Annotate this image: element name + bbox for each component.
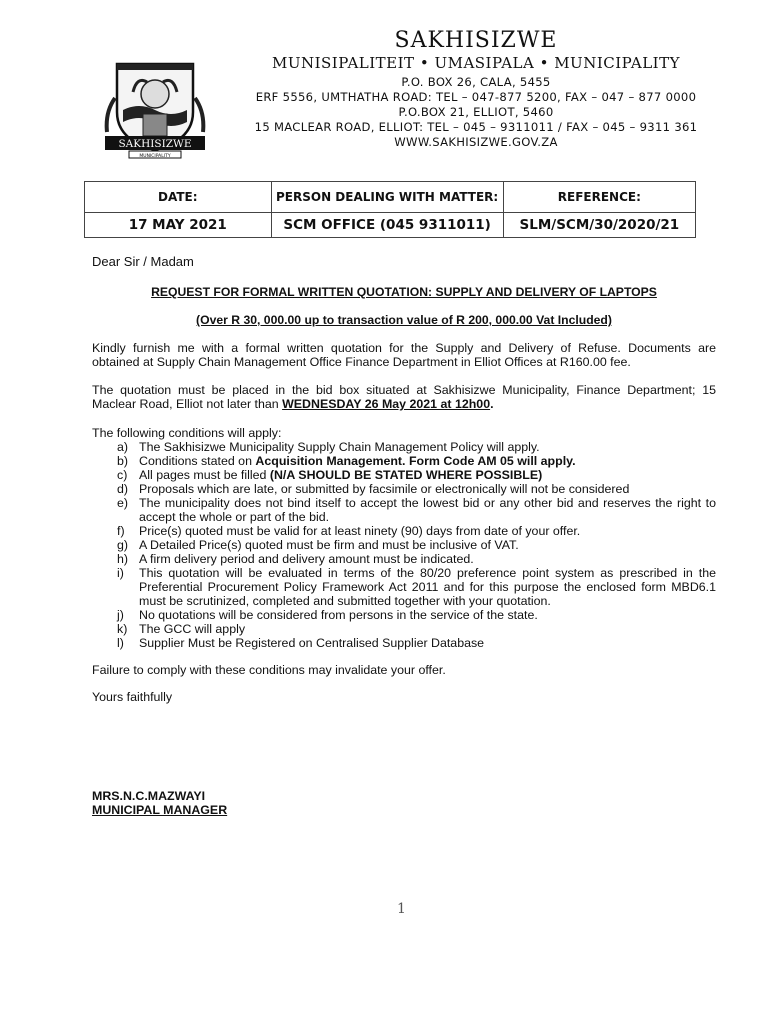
list-item: c) All pages must be filled (N/A SHOULD BE STATED WHERE POSSIBLE) — [117, 468, 543, 482]
page-number: 1 — [397, 901, 406, 917]
list-item: e) The municipality does not bind itself to accept the lowest bid or any other bid and reserves the right to accept the whole or part of the bid. — [117, 496, 716, 524]
date-header: DATE: — [85, 182, 272, 213]
letter-subtitle: (Over R 30, 000.00 up to transaction value of R 200, 000.00 Vat Included) — [196, 313, 612, 327]
list-item: b) Conditions stated on Acquisition Management. Form Code AM 05 will apply. — [117, 454, 576, 468]
address-line: ERF 5556, UMTHATHA ROAD: TEL – 047-877 5200, FAX – 047 – 877 0000 — [255, 90, 697, 104]
paragraph-line: Maclear Road, Elliot not later than WEDNESDAY 26 May 2021 at 12h00. — [92, 397, 494, 411]
website-line: WWW.SAKHISIZWE.GOV.ZA — [394, 135, 558, 146]
salutation: Dear Sir / Madam — [92, 254, 194, 269]
signatory-title: MUNICIPAL MANAGER — [92, 803, 228, 817]
list-item: h) A firm delivery period and delivery amount must be indicated. — [117, 552, 474, 566]
reference-value: SLM/SCM/30/2020/21 — [503, 213, 695, 238]
letter-title: REQUEST FOR FORMAL WRITTEN QUOTATION: SUPPLY AND DELIVERY OF LAPTOPS — [151, 285, 657, 299]
list-item: g) A Detailed Price(s) quoted must be firm and must be inclusive of VAT. — [117, 538, 519, 552]
address-line: 15 MACLEAR ROAD, ELLIOT: TEL – 045 – 9311011 / FAX – 045 – 9311 361 — [254, 120, 698, 134]
person-dealing-value: SCM OFFICE (045 9311011) — [271, 213, 503, 238]
svg-text:SAKHISIZWE: SAKHISIZWE — [118, 138, 192, 150]
closing: Yours faithfully — [92, 690, 173, 704]
paragraph-line: Kindly furnish me with a formal written quotation for the Supply and Delivery of Refuse. Documents are — [92, 341, 716, 355]
list-item: k) The GCC will apply — [117, 622, 246, 636]
svg-text:MUNICIPALITY: MUNICIPALITY — [139, 154, 171, 159]
reference-header: REFERENCE: — [503, 182, 695, 213]
paragraph-line: obtained at Supply Chain Management Office Finance Department in Elliot Offices at R160.00 fee. — [92, 355, 631, 369]
paragraph-line: The quotation must be placed in the bid box situated at Sakhisizwe Municipality, Finance Department; 15 — [92, 383, 716, 397]
conditions-intro: The following conditions will apply: — [92, 426, 282, 440]
reference-table — [84, 181, 696, 238]
list-item: l) Supplier Must be Registered on Centralised Supplier Database — [117, 636, 485, 650]
list-item: d) Proposals which are late, or submitted by facsimile or electronically will not be considered — [117, 482, 630, 496]
person-dealing-header: PERSON DEALING WITH MATTER: — [271, 182, 503, 213]
conditions-list — [92, 426, 716, 650]
list-item: i) This quotation will be evaluated in terms of the 80/20 preference point system as prescribed in the Preferential Procurement Policy Framework Act 2011 and for this purpose the enclosed form MBD6.1 must be scrutinized, completed and submitted together with your quotation. — [117, 566, 716, 608]
signatory-name: MRS.N.C.MAZWAYI — [92, 789, 206, 803]
address-line: P.O.BOX 21, ELLIOT, 5460 — [398, 105, 554, 119]
address-line: P.O. BOX 26, CALA, 5455 — [401, 75, 551, 89]
list-item: a) The Sakhisizwe Municipality Supply Chain Management Policy will apply. — [117, 440, 540, 454]
date-value: 17 MAY 2021 — [85, 213, 272, 238]
municipality-crest-logo — [103, 52, 207, 160]
organisation-subtitle: MUNISIPALITEIT • UMASIPALA • MUNICIPALITY — [271, 54, 680, 72]
list-item: f) Price(s) quoted must be valid for at least ninety (90) days from date of your offer. — [117, 524, 581, 538]
organisation-name: SAKHISIZWE — [394, 28, 558, 53]
failure-note: Failure to comply with these conditions may invalidate your offer. — [92, 663, 446, 677]
list-item: j) No quotations will be considered from persons in the service of the state. — [117, 608, 538, 622]
deadline: WEDNESDAY 26 May 2021 at 12h00 — [282, 397, 491, 411]
